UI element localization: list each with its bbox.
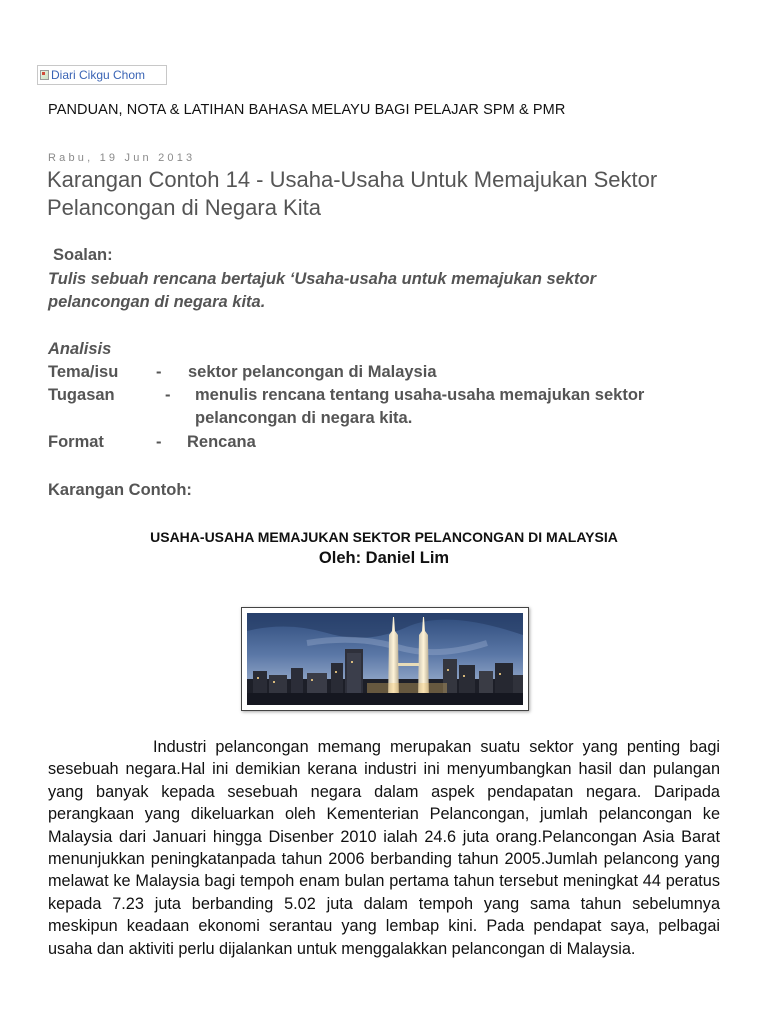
skyline-photo[interactable] [241,607,529,711]
tema-label: Tema/isu [48,363,119,381]
karangan-contoh-label: Karangan Contoh: [48,481,192,499]
skyline-illustration [247,613,523,705]
logo-alt-text: Diari Cikgu Chom [51,68,146,82]
tema-dash: - [156,363,162,381]
blog-tagline: PANDUAN, NOTA & LATIHAN BAHASA MELAYU BAGI PELAJAR SPM & PMR [48,102,566,118]
broken-image-icon [40,70,49,80]
analisis-label: Analisis [48,340,112,358]
format-value: Rencana [187,433,256,451]
essay-title: USAHA-USAHA MEMAJUKAN SEKTOR PELANCONGAN DI MALAYSIA [150,529,618,545]
soalan-label: Soalan: [53,246,113,264]
essay-paragraph [48,736,720,960]
blog-logo-link[interactable] [37,65,167,85]
essay-author: Oleh: Daniel Lim [318,549,450,567]
post-date: Rabu, 19 Jun 2013 [48,152,196,164]
soalan-text-line-2: pelancongan di negara kita. [48,293,266,311]
soalan-text-line-1: Tulis sebuah rencana bertajuk ‘Usaha-usaha untuk memajukan sektor [48,270,597,288]
tugasan-value-line-2: pelancongan di negara kita. [195,409,413,427]
tugasan-value-line-1: menulis rencana tentang usaha-usaha memajukan sektor [195,386,645,404]
format-dash: - [156,433,162,451]
tugasan-label: Tugasan [48,386,115,404]
tugasan-dash: - [165,386,171,404]
tema-value: sektor pelancongan di Malaysia [188,363,437,381]
post-title[interactable]: Karangan Contoh 14 - Usaha-Usaha Untuk Memajukan Sektor Pelancongan di Negara Kita [47,167,658,220]
format-label: Format [48,433,104,451]
essay-paragraph-text: Industri pelancongan memang merupakan suatu sektor yang penting bagi sesebuah negara.Hal ini demikian kerana industri ini menyumbangkan hasil dan pulangan yang banyak kepada sesebuah negara dalam aspek pendapatan negara. Daripada perangkaan yang dikeluarkan oleh Kementerian Pelancongan, jumlah pelancongan ke Malaysia dari Januari hingga Disenber 2010 ialah 24.6 juta orang.Pelancongan Asia Barat menunjukkan peningkatanpada tahun 2006 berbanding tahun 2005.Jumlah pelancong yang melawat ke Malaysia bagi tempoh enam bulan pertama tahun tersebut meningkat 44 peratus kepada 7.23 juta berbanding 5.02 juta dalam tempoh yang sama tahun sebelumnya meskipun keadaan ekonomi serantau yang lembap kini. Pada pendapat saya, pelbagai usaha dan aktiviti perlu dijalankan untuk menggalakkan pelancongan di Malaysia. [48,738,720,958]
